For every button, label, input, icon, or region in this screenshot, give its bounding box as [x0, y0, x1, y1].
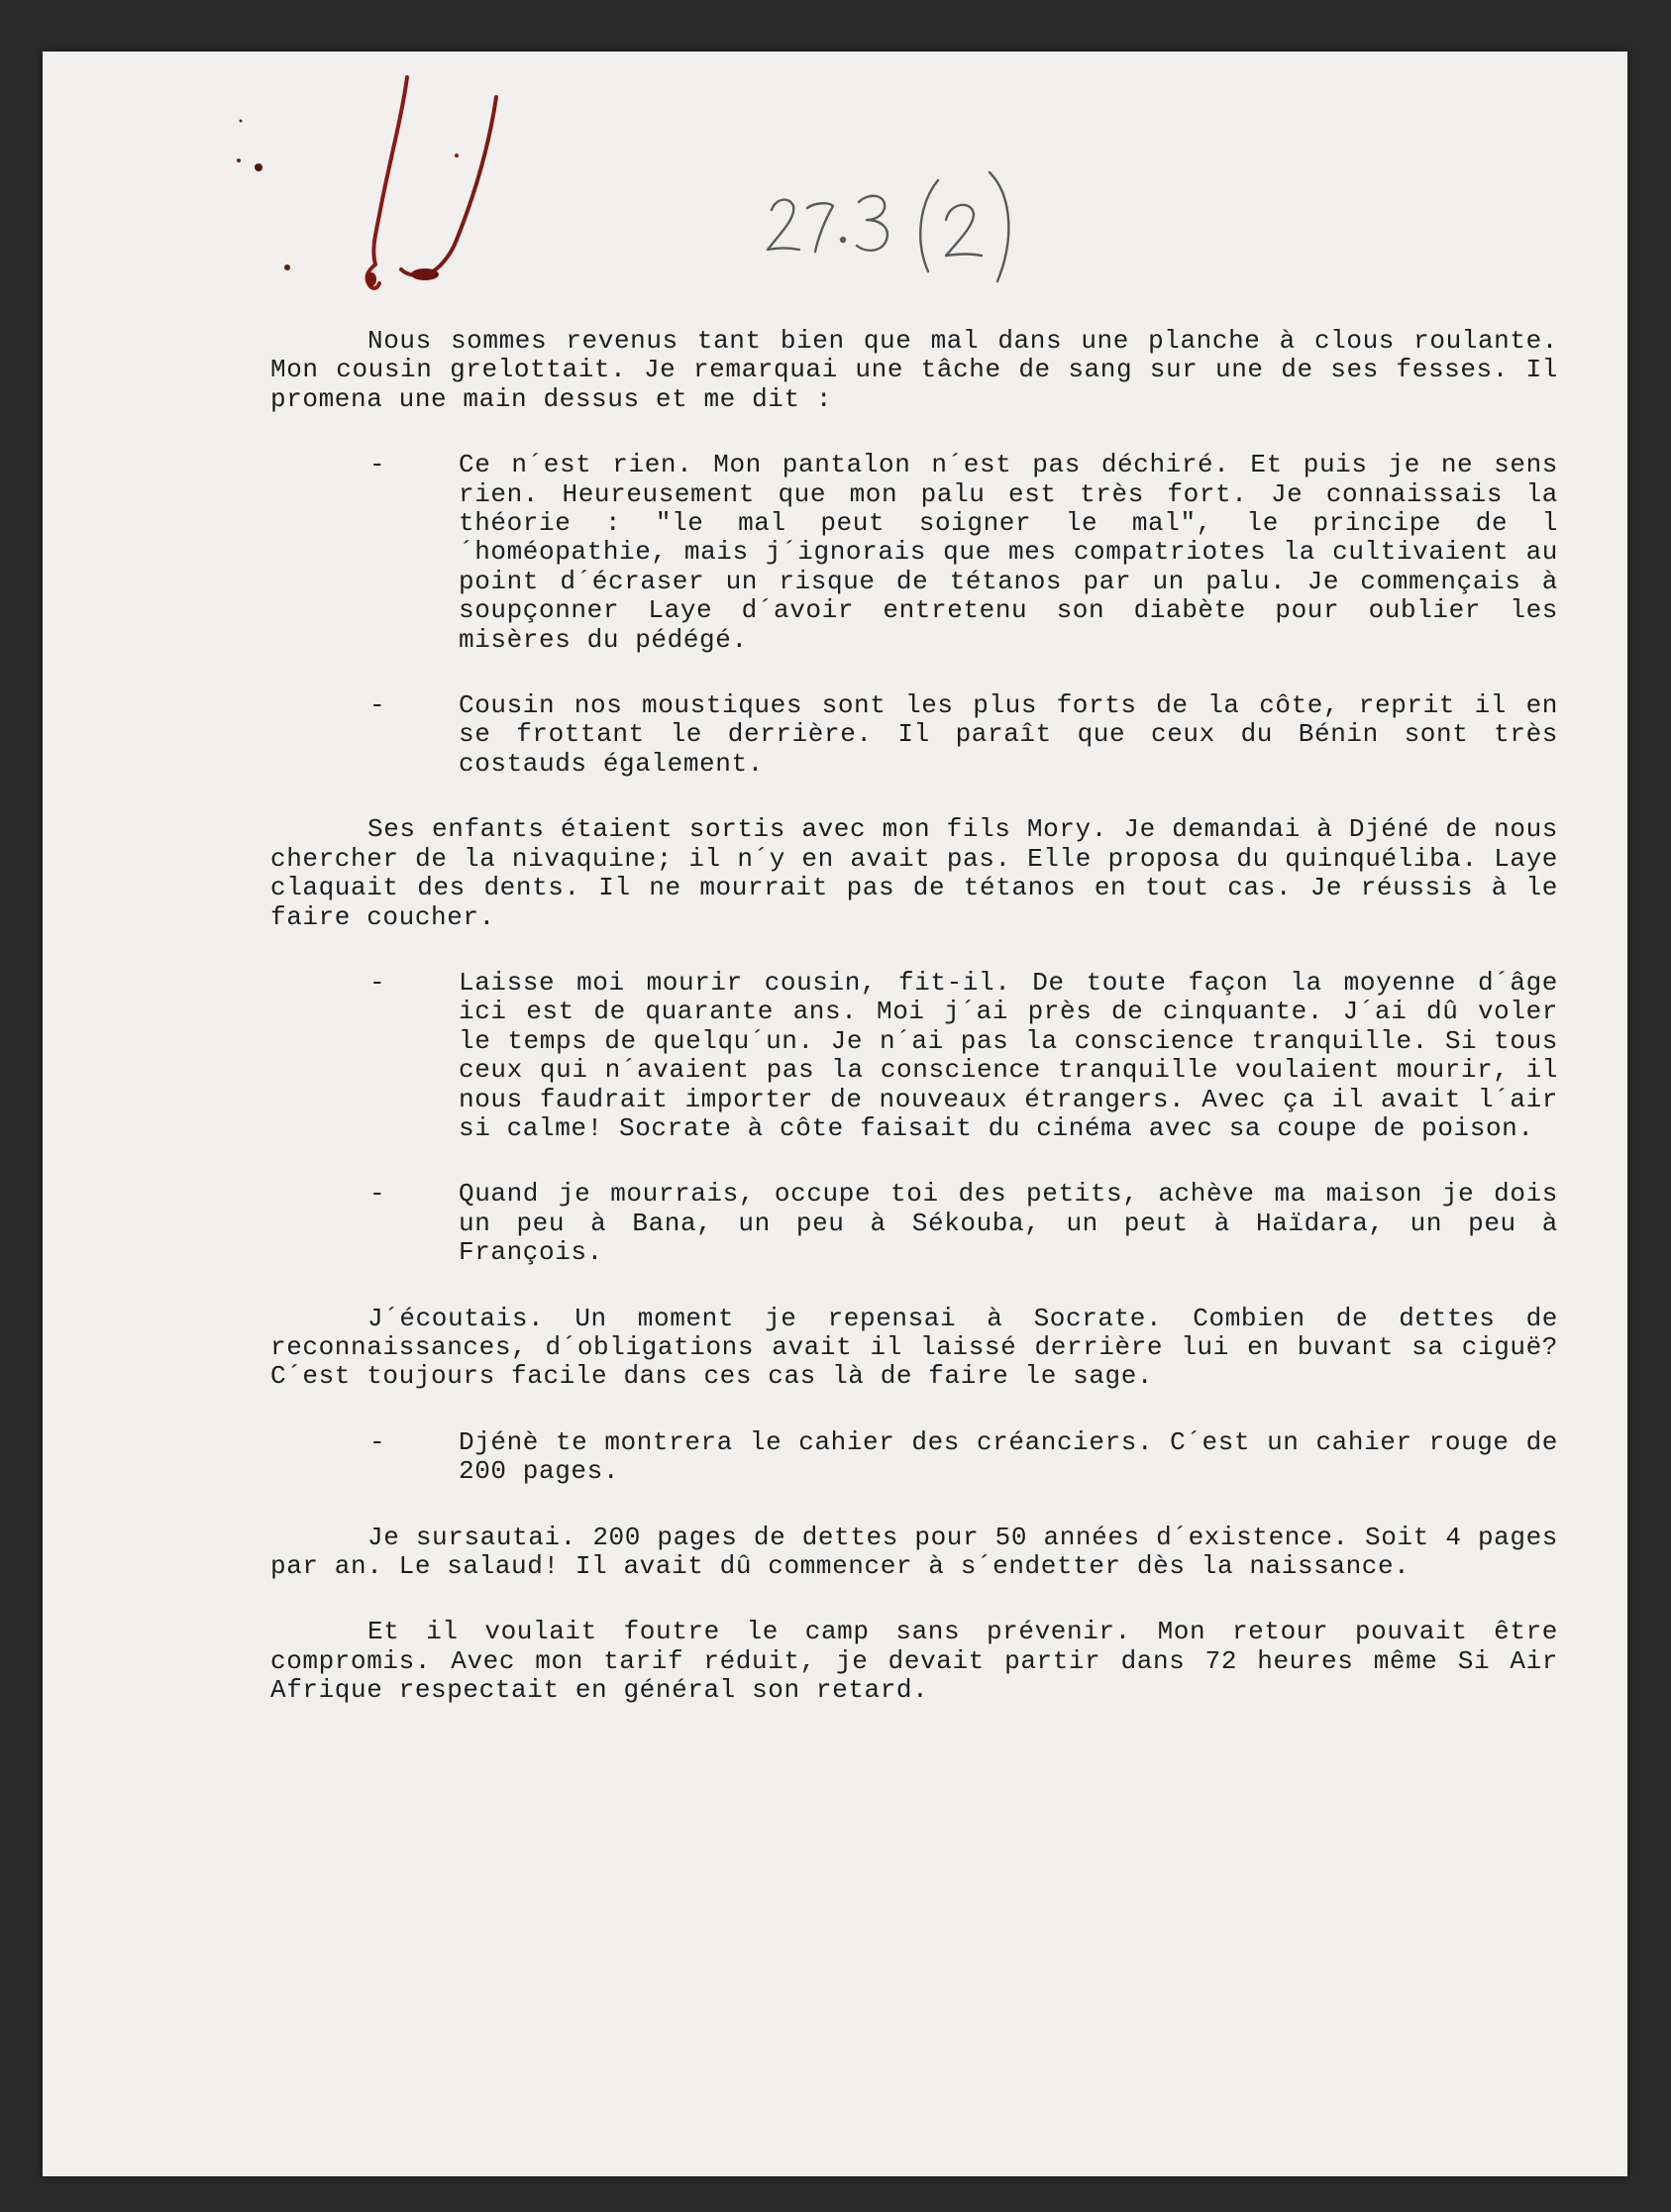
document-page	[43, 52, 1627, 2176]
dialogue-dash: -	[369, 1426, 386, 1457]
dialogue-text: Quand je mourrais, occupe toi des petits, achève ma maison je dois un peu à Bana, un peu à Sékouba, un peut à Haïdara, un peu à François.	[459, 1179, 1558, 1268]
blood-stain-mark	[142, 61, 558, 319]
dialogue-text: Djénè te montrera le cahier des créanciers. C´est un cahier rouge de 200 pages.	[459, 1426, 1558, 1487]
paragraph: J´écoutais. Un moment je repensai à Socrate. Combien de dettes de reconnaissances, d´obligations avait il laissé derrière lui en buvant sa ciguë? C´est toujours facile dans ces cas là de faire le sage.	[270, 1303, 1558, 1392]
dialogue-dash: -	[369, 690, 386, 721]
dialogue-dash: -	[369, 450, 386, 480]
dialogue-line	[270, 1428, 1558, 1487]
paragraph: Ses enfants étaient sortis avec mon fils Mory. Je demandai à Djéné de nous chercher de la nivaquine; il n´y en avait pas. Elle proposa du quinquéliba. Laye claquait des dents. Il ne mourrait pas de tétanos en tout cas. Je réussis à le faire coucher.	[270, 814, 1558, 932]
dialogue-dash: -	[369, 967, 386, 998]
dialogue-text: Ce n´est rien. Mon pantalon n´est pas déchiré. Et puis je ne sens rien. Heureusement que mon palu est très fort. Je connaissais la théorie : "le mal peut soigner le mal", le principe de l´homéopathie, mais j´ignorais que mes compatriotes la cultivaient au point d´écraser un risque de tétanos par un palu. Je commençais à soupçonner Laye d´avoir entretenu son diabète pour oublier les misères du pédégé.	[459, 450, 1558, 655]
paragraph: Nous sommes revenus tant bien que mal dans une planche à clous roulante. Mon cousin grelottait. Je remarquai une tâche de sang sur une de ses fesses. Il promena une main dessus et me dit :	[270, 326, 1558, 414]
paragraph: Et il voulait foutre le camp sans prévenir. Mon retour pouvait être compromis. Avec mon tarif réduit, je devait partir dans 72 heures même Si Air Afrique respectait en général son retard.	[270, 1617, 1558, 1706]
paragraph: Je sursautai. 200 pages de dettes pour 50 années d´existence. Soit 4 pages par an. Le salaud! Il avait dû commencer à s´endetter dès la naissance.	[270, 1522, 1558, 1581]
typed-text-body	[270, 327, 1558, 1742]
dialogue-text: Cousin nos moustiques sont les plus forts de la côte, reprit il en se frottant le derrière. Il paraît que ceux du Bénin sont très costauds également.	[459, 690, 1558, 779]
dialogue-line	[270, 1180, 1558, 1267]
dialogue-line	[270, 451, 1558, 655]
dialogue-line	[270, 691, 1558, 779]
dialogue-text: Laisse moi mourir cousin, fit-il. De toute façon la moyenne d´âge ici est de quarante ans. Moi j´ai près de cinquante. J´ai dû voler le temps de quelqu´un. Je n´ai pas la conscience tranquille. Si tous ceux qui n´avaient pas la conscience tranquille voulaient mourir, il nous faudrait importer de nouveaux étrangers. Avec ça il avait l´air si calme! Socrate à côte faisait du cinéma avec sa coupe de poison.	[459, 967, 1558, 1143]
handwritten-note	[716, 111, 1112, 309]
dialogue-dash: -	[369, 1179, 386, 1210]
dialogue-line	[270, 969, 1558, 1143]
